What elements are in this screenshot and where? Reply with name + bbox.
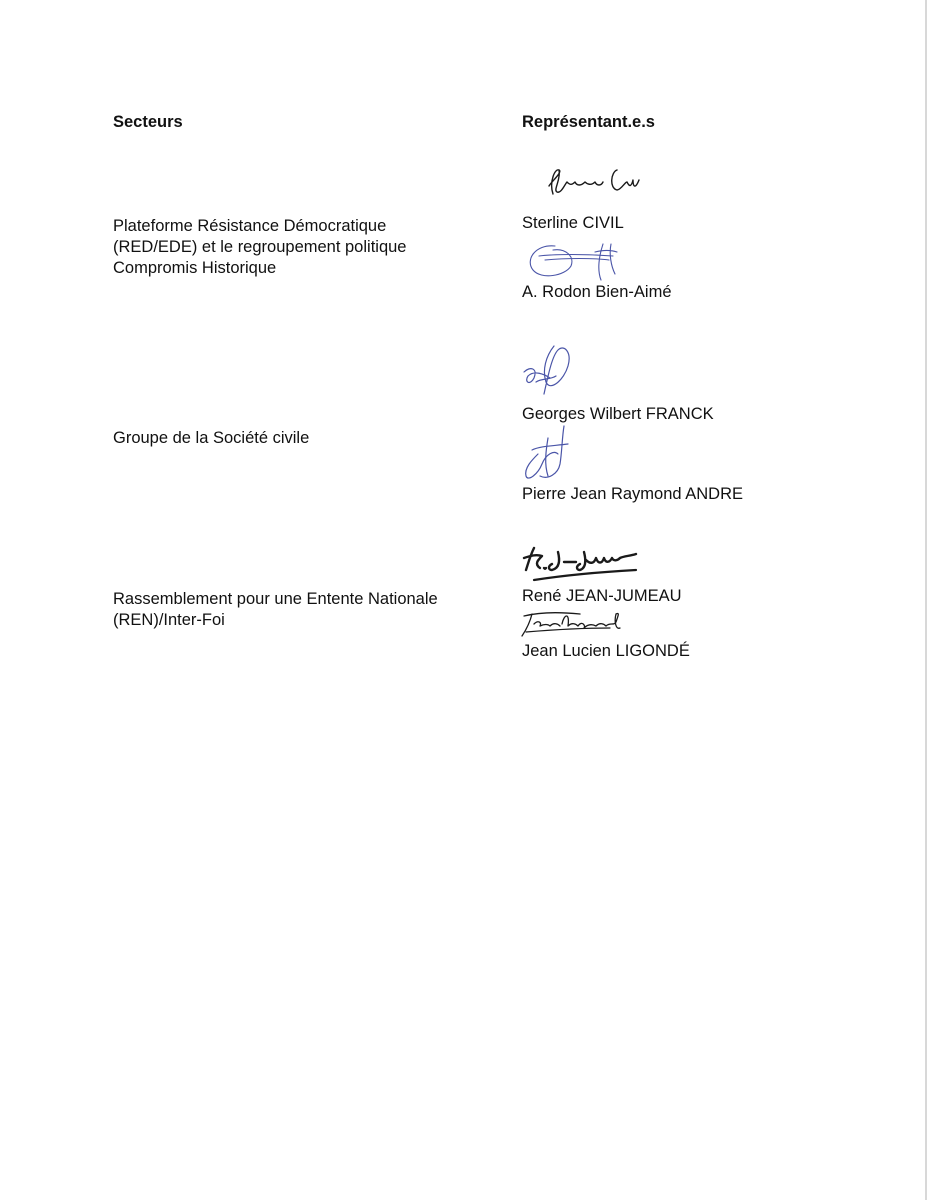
representative-name: A. Rodon Bien-Aimé <box>522 283 672 301</box>
sectors-header: Secteurs <box>113 113 183 131</box>
representative-name: Pierre Jean Raymond ANDRE <box>522 485 744 503</box>
signature-pierre-andre <box>518 424 578 484</box>
representative-name: Georges Wilbert FRANCK <box>522 405 714 423</box>
representative-name: Jean Lucien LIGONDÉ <box>522 642 690 660</box>
sector-text: Plateforme Résistance Démocratique <box>113 217 387 235</box>
sector-text: (REN)/Inter-Foi <box>113 611 225 629</box>
signature-georges-franck <box>520 342 580 398</box>
signature-sterline-civil <box>545 160 645 200</box>
sector-text: Compromis Historique <box>113 259 277 277</box>
sector-text: Groupe de la Société civile <box>113 429 310 447</box>
representative-name: Sterline CIVIL <box>522 214 624 232</box>
signature-rene-jean-jumeau <box>520 544 640 584</box>
sector-text: Rassemblement pour une Entente Nationale <box>113 590 438 608</box>
signature-jean-ligonde <box>520 606 630 640</box>
signature-rodon-bien-aime <box>525 240 625 282</box>
representatives-header: Représentant.e.s <box>522 113 655 131</box>
sector-text: (RED/EDE) et le regroupement politique <box>113 238 407 256</box>
representative-name: René JEAN-JUMEAU <box>522 587 682 605</box>
